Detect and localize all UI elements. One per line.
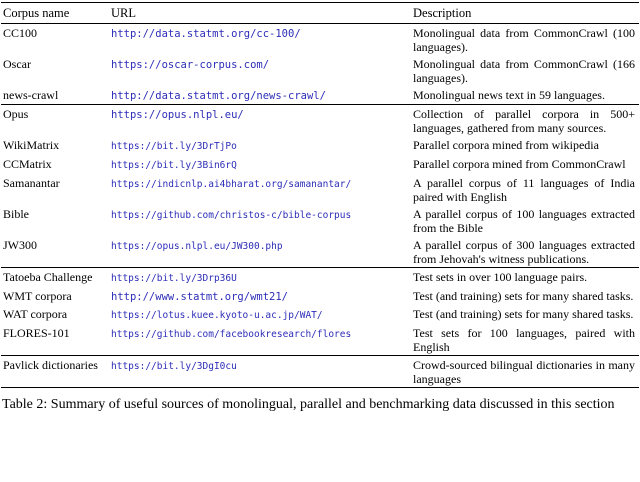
table-row <box>1 356 639 388</box>
description-cell: Parallel corpora mined from wikipedia <box>413 138 599 152</box>
url-cell <box>109 205 411 236</box>
table-row <box>1 236 639 268</box>
url-link[interactable]: https://bit.ly/3Bin6rQ <box>111 160 237 171</box>
description-cell: A parallel corpus of 100 languages extracted from the Bible <box>413 207 635 235</box>
url-cell <box>109 305 411 324</box>
url-cell <box>109 236 411 268</box>
corpus-name-cell: Opus <box>3 107 29 121</box>
url-cell <box>109 356 411 388</box>
column-header-corpus-name: Corpus name <box>1 3 109 24</box>
url-cell <box>109 105 411 137</box>
url-link[interactable]: https://indicnlp.ai4bharat.org/samanantar/ <box>111 179 352 190</box>
description-cell: A parallel corpus of 300 languages extracted from Jehovah's witness publications. <box>413 238 635 266</box>
table-caption: Table 2: Summary of useful sources of monolingual, parallel and benchmarking data discussed in this section <box>2 397 615 412</box>
description-cell: Parallel corpora mined from CommonCrawl <box>413 157 626 171</box>
url-link[interactable]: https://github.com/facebookresearch/flores <box>111 329 352 340</box>
url-cell <box>109 174 411 205</box>
url-link[interactable]: https://oscar-corpus.com/ <box>111 59 270 71</box>
corpus-name-cell: Pavlick dictionaries <box>3 358 98 372</box>
description-cell: A parallel corpus of 11 languages of India paired with English <box>413 176 635 204</box>
benchmark-group <box>1 268 639 356</box>
url-link[interactable]: https://bit.ly/3DgI0cu <box>111 361 237 372</box>
table-row <box>1 105 639 137</box>
description-cell: Test sets for 100 languages, paired with English <box>413 326 635 354</box>
corpus-name-cell: news-crawl <box>3 88 59 102</box>
url-cell <box>109 55 411 86</box>
corpus-name-cell: Tatoeba Challenge <box>3 270 93 284</box>
column-header-description: Description <box>411 3 639 24</box>
description-cell: Monolingual data from CommonCrawl (100 languages). <box>413 26 635 54</box>
corpus-name-cell: WAT corpora <box>3 307 68 321</box>
url-link[interactable]: https://opus.nlpl.eu/ <box>111 109 244 121</box>
url-link[interactable]: http://data.statmt.org/news-crawl/ <box>111 90 326 102</box>
table-row <box>1 24 639 56</box>
table-row <box>1 136 639 155</box>
corpus-name-cell: Samanantar <box>3 176 60 190</box>
url-cell <box>109 287 411 305</box>
table-row <box>1 305 639 324</box>
table-row <box>1 324 639 356</box>
description-cell: Test (and training) sets for many shared tasks. <box>413 289 634 303</box>
url-cell <box>109 86 411 105</box>
url-link[interactable]: https://lotus.kuee.kyoto-u.ac.jp/WAT/ <box>111 310 323 321</box>
monolingual-group <box>1 24 639 105</box>
description-cell: Monolingual data from CommonCrawl (166 languages). <box>413 57 635 85</box>
corpus-name-cell: FLORES-101 <box>3 326 70 340</box>
url-link[interactable]: https://opus.nlpl.eu/JW300.php <box>111 241 283 252</box>
parallel-group <box>1 105 639 268</box>
table-row <box>1 155 639 174</box>
corpus-name-cell: CCMatrix <box>3 157 52 171</box>
table-row <box>1 174 639 205</box>
table-header <box>1 3 639 24</box>
url-cell <box>109 24 411 56</box>
corpus-name-cell: WMT corpora <box>3 289 72 303</box>
description-cell: Collection of parallel corpora in 500+ languages, gathered from many sources. <box>413 107 635 135</box>
url-cell <box>109 324 411 356</box>
url-link[interactable]: http://www.statmt.org/wmt21/ <box>111 291 289 303</box>
table-row <box>1 86 639 105</box>
description-cell: Crowd-sourced bilingual dictionaries in many languages <box>413 358 635 386</box>
url-link[interactable]: https://github.com/christos-c/bible-corpus <box>111 210 352 221</box>
corpus-name-cell: Oscar <box>3 57 31 71</box>
column-header-url: URL <box>109 3 411 24</box>
url-link[interactable]: https://bit.ly/3DrTjPo <box>111 141 237 152</box>
corpus-name-cell: JW300 <box>3 238 37 252</box>
description-cell: Test (and training) sets for many shared tasks. <box>413 307 634 321</box>
url-link[interactable]: http://data.statmt.org/cc-100/ <box>111 28 301 40</box>
corpus-name-cell: CC100 <box>3 26 38 40</box>
data-table <box>1 2 639 388</box>
description-cell: Test sets in over 100 language pairs. <box>413 270 588 284</box>
url-cell <box>109 155 411 174</box>
url-cell <box>109 268 411 288</box>
table-row <box>1 205 639 236</box>
table-row <box>1 287 639 305</box>
url-cell <box>109 136 411 155</box>
header-row <box>1 3 639 24</box>
table-row <box>1 55 639 86</box>
table-row <box>1 268 639 288</box>
corpus-name-cell: WikiMatrix <box>3 138 60 152</box>
url-link[interactable]: https://bit.ly/3Drp36U <box>111 273 237 284</box>
corpus-name-cell: Bible <box>3 207 29 221</box>
description-cell: Monolingual news text in 59 languages. <box>413 88 605 102</box>
dictionaries-group <box>1 356 639 388</box>
